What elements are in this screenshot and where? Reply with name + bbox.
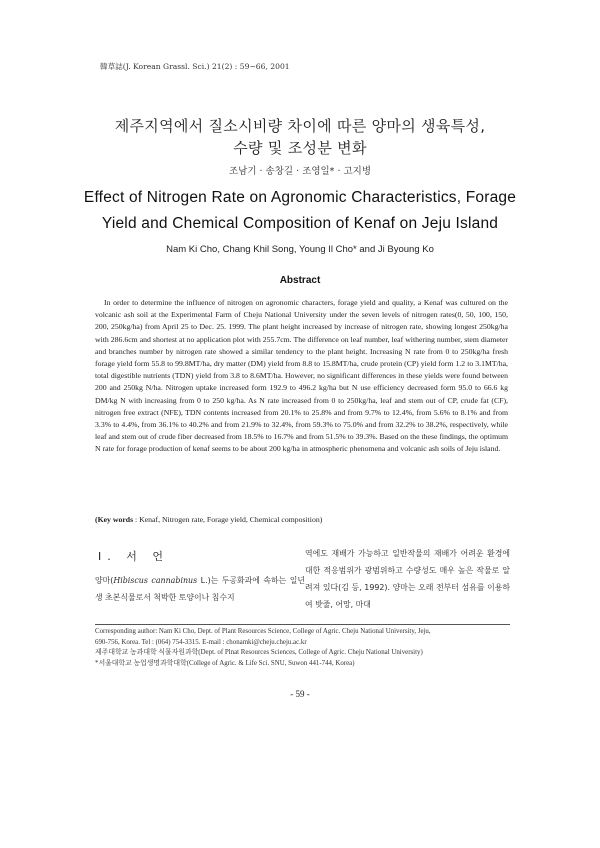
keywords-text: : Kenaf, Nitrogen rate, Forage yield, Chemical composition) (133, 515, 323, 524)
korean-title-line-2: 수량 및 조성분 변화 (233, 139, 367, 157)
footnote-affiliation-snu: *서울대학교 농업생명과학대학(College of Agric. & Life Sci. SNU, Suwon 441-744, Korea) (95, 659, 355, 667)
intro-left-rest: L.)는 두공화과에 속하는 일년생 초본식물로서 척박한 토양이나 침수지 (95, 576, 305, 602)
abstract-body: In order to determine the influence of nitrogen on agronomic characters, forage yield and quality, a Kenaf was cultured on the volcanic ash soil at the Experimental Farm of Cheju National University under the seven levels of nitrogen rates(0, 50, 100, 150, 200, 250kg/ha) from April 25 to Dec. 25. 1999. The plant height increased by increase of nitrogen rate, showing longest 250kg/ha with 286.6cm and shortest at no application plot with 255.7cm. The difference on leaf number, leaf withering number, stem diameter and branches number by nitrogen rate showed a similar tendency to the plant height. Increasing N rate from 0 to 250kg/ha fresh forage yield form 55.8 to 99.8MT/ha, dry matter (DM) yield from 8.8 to 15.8MT/ha, crude protein (CP) yield form 1.2 to 3.1MT/ha, total digestible nutrients (TDN) yield from 3.8 to 8.6MT/ha. However, no significant differences in these yields were found between 200 and 250kg N/ha. Nitrogen uptake increased form 192.9 to 496.2 kg/ha but N use efficiency decreased form 95.0 to 66.6 kg DM/kg N with increasing from 0 to 250 kg/ha. As N rate increased from 0 to 250kg/ha, leaf and stem out of CP, crude fat (CF), nitrogen free extract (NFE), TDN contents increased from 20.1% to 25.8% and from 9.7% to 12.4%, from 5.6% to 8.1% and from 3.3% to 4.4%, from 36.1% to 40.2% and from 21.9% to 32.4%, from 59.3% to 75.0% and from 32.2% to 38.2%, respectively, while leaf and stem out of crude fiber decreased from 18.5% to 16.7% and from 51.5% to 39.3%. Based on the these findings, the optimum N rate for forage production of kenaf seems to be about 200 kg/ha in atmospheric phenomena and volcanic ash soils of Jeju island. (95, 298, 509, 454)
keywords-label: (Key words (95, 515, 134, 524)
keywords-line (95, 515, 508, 524)
english-authors: Nam Ki Cho, Chang Khil Song, Young Il Cho* and Ji Byoung Ko (166, 244, 434, 255)
page-number: - 59 - (290, 689, 310, 699)
introduction-heading: I. 서 언 (98, 550, 169, 563)
introduction-left-column (95, 572, 305, 606)
journal-reference: 韓草誌(J. Korean Grassl. Sci.) 21(2) : 59~66, 2001 (100, 62, 290, 71)
korean-authors: 조남기 · 송창길 · 조영일* · 고지병 (228, 166, 372, 177)
footnote-corresponding-author-b: 690-756, Korea. Tel : (064) 754-3315. E-mail : chonamki@cheju.cheju.ac.kr (95, 638, 307, 646)
footnote-affiliation-jeju: 제주대학교 농과대학 식물자원과학(Dept. of Plnat Resources Sciences, College of Agric. Cheju National University) (95, 649, 423, 656)
intro-prefix: 양마( (95, 576, 114, 585)
abstract-heading: Abstract (279, 275, 321, 286)
english-title-line-2: Yield and Chemical Composition of Kenaf on Jeju Island (101, 215, 499, 232)
footnote-corresponding-author-a: Corresponding author: Nam Ki Cho, Dept. of Plant Resources Science, College of Agric. Cheju National University, Jeju, (95, 628, 431, 635)
korean-title-line-1: 제주지역에서 질소시비량 차이에 따른 양마의 생육특성, (114, 117, 486, 135)
scientific-name: Hibiscus cannabinus (113, 576, 198, 585)
introduction-right-column: 역에도 재배가 가능하고 일반작물의 재배가 어려운 환경에 대한 적응범위가 광범위하고 수량성도 매우 높은 작물로 알려져 있다(김 등, 1992). 양마는 오래 전부터 섬유를 이용하여 밧줄, 어망, 마대 (305, 549, 510, 609)
footnote-divider (95, 624, 510, 625)
english-title-line-1: Effect of Nitrogen Rate on Agronomic Characteristics, Forage (83, 189, 517, 206)
